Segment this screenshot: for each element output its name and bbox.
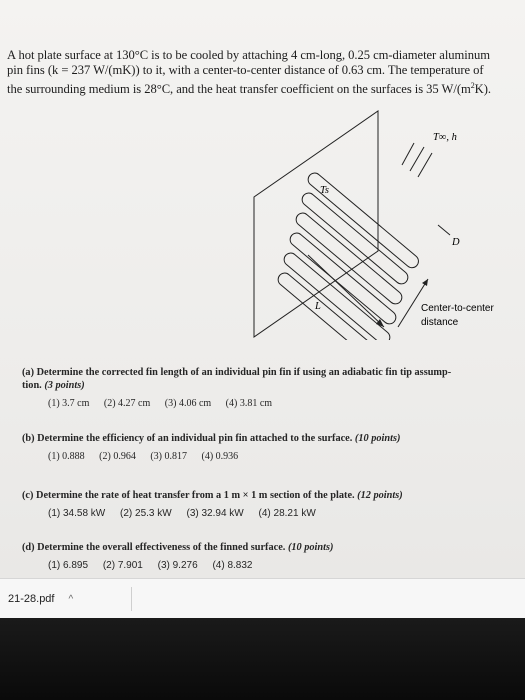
- option: (1) 0.888: [48, 451, 85, 462]
- question-d-text: (d) Determine the overall effectiveness of the finned surface.: [22, 542, 286, 553]
- option: (3) 0.817: [150, 451, 188, 462]
- option: (2) 7.901: [102, 560, 143, 571]
- problem-line-1: A hot plate surface at 130°C is to be cooled by attaching 4 cm-long, 0.25 cm-diameter aluminum: [7, 48, 490, 62]
- label-d: D: [452, 237, 460, 248]
- download-filename[interactable]: 21-28.pdf: [8, 593, 55, 605]
- option: (3) 9.276: [157, 560, 198, 571]
- question-c-text: (c) Determine the rate of heat transfer from a 1 m × 1 m section of the plate.: [22, 490, 355, 501]
- flow-arrows: [402, 143, 432, 177]
- question-c-points: (12 points): [357, 490, 403, 501]
- problem-statement: [7, 48, 512, 97]
- option: (2) 25.3 kW: [120, 508, 172, 519]
- dark-screen-area: [0, 618, 525, 700]
- label-l: L: [315, 301, 321, 312]
- diameter-marker: [438, 225, 450, 235]
- pin-fin-figure: [250, 105, 510, 340]
- label-tinf-h: T∞, h: [433, 132, 457, 143]
- problem-line-2: pin fins (k = 237 W/(mK)) to it, with a center-to-center distance of 0.63 cm. The temperature of: [7, 63, 484, 77]
- pin-fins: [276, 170, 422, 340]
- question-a-text2: tion.: [22, 380, 42, 391]
- question-b-points: (10 points): [354, 433, 401, 444]
- option: (4) 0.936: [201, 451, 239, 462]
- option: (1) 34.58 kW: [48, 508, 106, 519]
- download-bar: [0, 578, 525, 619]
- question-a-text: (a) Determine the corrected fin length of an individual pin fin if using an adiabatic fin tip assump-: [22, 367, 452, 378]
- question-d-options: [48, 559, 502, 572]
- pin-fin: [276, 270, 384, 340]
- question-b-options: [48, 450, 502, 463]
- option: (3) 32.94 kW: [186, 508, 244, 519]
- question-a: [22, 366, 502, 410]
- question-a-points: (3 points): [44, 380, 85, 391]
- question-a-options: [48, 397, 502, 410]
- option: (2) 4.27 cm: [103, 398, 151, 409]
- download-item[interactable]: [0, 579, 130, 619]
- chevron-up-icon[interactable]: ^: [68, 593, 74, 605]
- option: (3) 4.06 cm: [164, 398, 212, 409]
- question-b-text: (b) Determine the efficiency of an individual pin fin attached to the surface.: [22, 433, 353, 444]
- option: (4) 28.21 kW: [258, 508, 316, 519]
- label-distance: distance: [421, 317, 459, 328]
- option: (4) 8.832: [212, 560, 253, 571]
- problem-line-3-end: K).: [474, 82, 491, 97]
- question-b: [22, 432, 502, 463]
- option: (1) 3.7 cm: [48, 398, 90, 409]
- question-c: [22, 489, 502, 520]
- length-dimension-line: [308, 255, 384, 327]
- problem-line-3-text: the surrounding medium is 28°C, and the heat transfer coefficient on the surfaces is 35 W/(m: [7, 82, 471, 97]
- problem-line-3-sup: 2: [470, 81, 475, 90]
- question-d: [22, 541, 502, 572]
- option: (2) 0.964: [99, 451, 136, 462]
- center-distance-arrowhead: [422, 279, 428, 286]
- option: (1) 6.895: [48, 560, 89, 571]
- option: (4) 3.81 cm: [225, 398, 273, 409]
- question-d-points: (10 points): [287, 542, 334, 553]
- problem-line-3: [7, 78, 512, 97]
- label-ts: Ts: [320, 185, 329, 196]
- download-separator: [131, 587, 132, 611]
- label-center-to-center: Center-to-center: [421, 303, 494, 314]
- question-c-options: [48, 507, 502, 520]
